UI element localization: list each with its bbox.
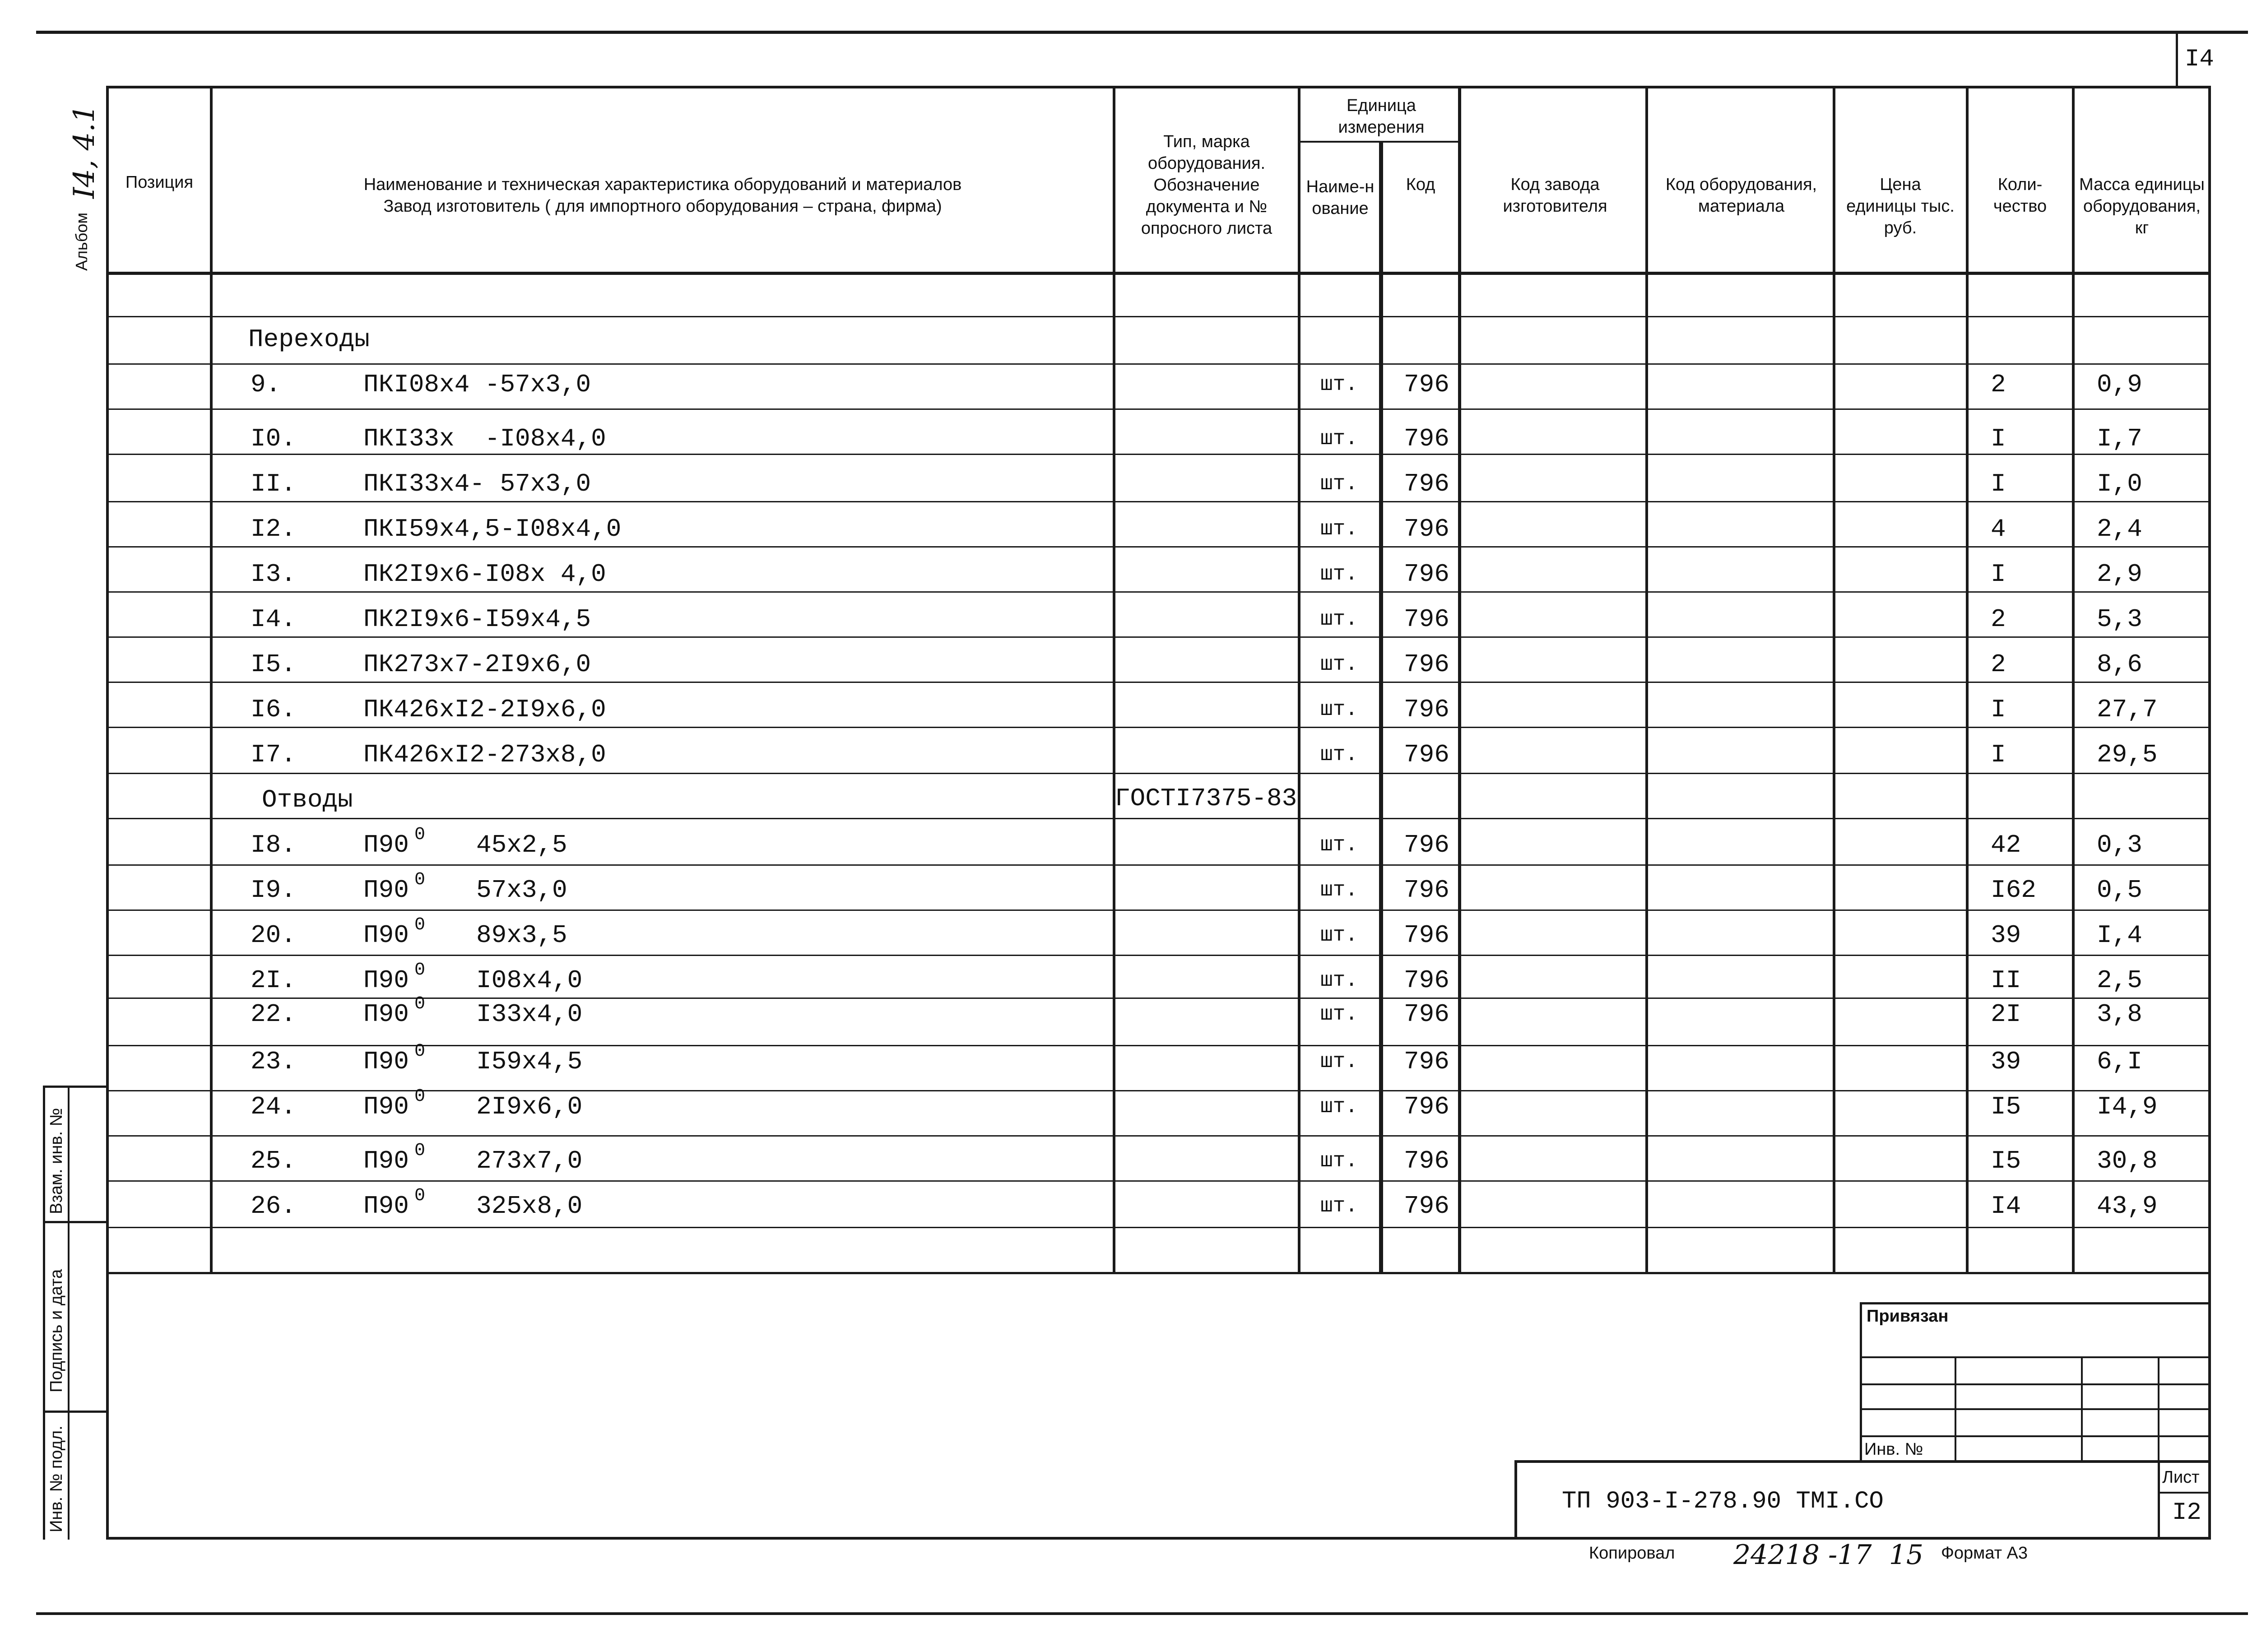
row-name: ПК273х7-2I9х6,0: [363, 650, 591, 679]
row-quantity: I5: [1991, 1146, 2021, 1175]
row-code: 796: [1404, 876, 1449, 905]
row-name: ПК2I9х6-I08х 4,0: [363, 560, 606, 589]
row-mass: I,7: [2097, 424, 2142, 453]
row-quantity: 39: [1991, 921, 2021, 950]
row-mass: 30,8: [2097, 1146, 2158, 1175]
album-number: I4, 4.1: [68, 104, 101, 199]
row-name: ПКI08х4 -57х3,0: [363, 370, 591, 399]
row-mass: 3,8: [2097, 1000, 2142, 1029]
copied-label: Копировал: [1589, 1544, 1675, 1563]
row-position: I4.: [251, 605, 296, 634]
frame-right: [2208, 86, 2211, 1539]
row-quantity: 2: [1991, 650, 2006, 679]
row-position: II.: [251, 469, 296, 498]
section-title: Переходы: [248, 325, 370, 354]
header-type-mark: Тип, марка оборудования. Обозначение документа и № опросного листа: [1141, 132, 1272, 238]
row-size: 325х8,0: [476, 1192, 583, 1220]
row-position: 24.: [251, 1092, 296, 1121]
row-line: [106, 773, 2211, 774]
row-name: ПКI33х4- 57х3,0: [363, 469, 591, 498]
row-size: I33х4,0: [476, 1000, 583, 1029]
row-position: I0.: [251, 424, 296, 453]
row-quantity: II: [1991, 966, 2021, 995]
row-mass: 0,9: [2097, 370, 2142, 399]
row-line: [106, 591, 2211, 593]
row-mass: 8,6: [2097, 650, 2142, 679]
row-mass: 29,5: [2097, 740, 2158, 769]
row-unit: шт.: [1320, 1149, 1358, 1173]
row-position: 2I.: [251, 966, 296, 995]
row-line: [106, 818, 2211, 819]
row-size: 2I9х6,0: [476, 1092, 583, 1121]
degree-superscript: 0: [414, 1041, 426, 1062]
row-size: 45х2,5: [476, 831, 567, 859]
row-quantity: I: [1991, 740, 2006, 769]
row-mass: 0,5: [2097, 876, 2142, 905]
degree-superscript: 0: [414, 1141, 426, 1161]
row-mass: I,0: [2097, 469, 2142, 498]
row-position: 25.: [251, 1146, 296, 1175]
section-doc: ГОСТI7375-83: [1115, 784, 1297, 813]
row-code: 796: [1404, 560, 1449, 589]
row-unit: шт.: [1320, 923, 1358, 947]
row-quantity: 39: [1991, 1047, 2021, 1076]
header-unit-group: Единица измерения: [1338, 96, 1425, 137]
row-position: I8.: [251, 831, 296, 859]
row-unit: шт.: [1320, 653, 1358, 676]
row-size: 89х3,5: [476, 921, 567, 950]
degree-superscript: 0: [414, 1086, 426, 1107]
sheet-label: Лист: [2162, 1468, 2200, 1487]
row-unit: шт.: [1320, 1194, 1358, 1218]
row-size: I08х4,0: [476, 966, 583, 995]
row-unit: шт.: [1320, 743, 1358, 766]
row-line: [106, 727, 2211, 728]
row-unit: шт.: [1320, 373, 1358, 396]
row-name: П90: [363, 1047, 409, 1076]
album-label: Альбом: [72, 212, 91, 271]
stamp-inv-orig: Инв. № подл.: [47, 1425, 66, 1532]
row-line: [106, 501, 2211, 502]
row-unit: шт.: [1320, 517, 1358, 541]
row-position: I9.: [251, 876, 296, 905]
row-code: 796: [1404, 740, 1449, 769]
row-name: П90: [363, 966, 409, 995]
row-code: 796: [1404, 966, 1449, 995]
row-mass: 6,I: [2097, 1047, 2142, 1076]
row-code: 796: [1404, 515, 1449, 543]
row-name: П90: [363, 1192, 409, 1220]
row-unit: шт.: [1320, 562, 1358, 586]
row-mass: 0,3: [2097, 831, 2142, 859]
row-code: 796: [1404, 1192, 1449, 1220]
row-mass: I4,9: [2097, 1092, 2158, 1121]
row-position: I5.: [251, 650, 296, 679]
row-quantity: 42: [1991, 831, 2021, 859]
row-code: 796: [1404, 469, 1449, 498]
row-mass: 27,7: [2097, 695, 2158, 724]
corner-sheet-number: I4: [2185, 46, 2214, 73]
header-unit-name: Наиме-нование: [1306, 177, 1375, 218]
row-code: 796: [1404, 1000, 1449, 1029]
row-unit: шт.: [1320, 472, 1358, 496]
row-mass: 43,9: [2097, 1192, 2158, 1220]
row-unit: шт.: [1320, 698, 1358, 721]
row-line: [106, 408, 2211, 410]
row-quantity: 2: [1991, 370, 2006, 399]
header-position: Позиция: [125, 173, 194, 192]
row-position: 22.: [251, 1000, 296, 1029]
row-code: 796: [1404, 424, 1449, 453]
row-line: [106, 1227, 2211, 1228]
row-mass: 5,3: [2097, 605, 2142, 634]
row-size: 57х3,0: [476, 876, 567, 905]
header-equipment-code: Код оборудования, материала: [1665, 175, 1817, 216]
header-name-line2: Завод изготовитель ( для импортного оборудования – страна, фирма): [383, 197, 942, 216]
stamp-replace-inv: Взам. инв. №: [47, 1108, 66, 1214]
row-name: П90: [363, 1092, 409, 1121]
row-code: 796: [1404, 370, 1449, 399]
row-code: 796: [1404, 1146, 1449, 1175]
row-unit: шт.: [1320, 1095, 1358, 1118]
row-mass: 2,9: [2097, 560, 2142, 589]
row-unit: шт.: [1320, 833, 1358, 857]
row-name: ПК426хI2-273х8,0: [363, 740, 606, 769]
row-mass: I,4: [2097, 921, 2142, 950]
row-position: 26.: [251, 1192, 296, 1220]
header-factory-code: Код завода изготовителя: [1503, 175, 1607, 216]
degree-superscript: 0: [414, 870, 426, 890]
row-unit: шт.: [1320, 1050, 1358, 1073]
row-quantity: I: [1991, 469, 2006, 498]
row-position: I2.: [251, 515, 296, 543]
row-quantity: I5: [1991, 1092, 2021, 1121]
row-position: 9.: [251, 370, 281, 399]
row-line: [106, 316, 2211, 317]
bound-label: Привязан: [1867, 1307, 1949, 1326]
section-title: Отводы: [262, 785, 353, 814]
degree-superscript: 0: [414, 994, 426, 1014]
degree-superscript: 0: [414, 915, 426, 935]
row-position: I7.: [251, 740, 296, 769]
row-name: П90: [363, 1000, 409, 1029]
row-code: 796: [1404, 650, 1449, 679]
handwritten-number: 24218 -17 15: [1733, 1539, 1924, 1571]
row-name: ПК2I9х6-I59х4,5: [363, 605, 591, 634]
row-quantity: 4: [1991, 515, 2006, 543]
top-border: [36, 31, 2248, 34]
row-quantity: I4: [1991, 1192, 2021, 1220]
sheet-number: I2: [2172, 1499, 2201, 1527]
row-position: 20.: [251, 921, 296, 950]
row-quantity: I: [1991, 560, 2006, 589]
stamp-sign-date: Подпись и дата: [47, 1269, 66, 1392]
degree-superscript: 0: [414, 1186, 426, 1206]
format-label: Формат А3: [1941, 1544, 2028, 1563]
row-unit: шт.: [1320, 608, 1358, 631]
header-price: Цена единицы тыс. руб.: [1846, 175, 1955, 237]
row-code: 796: [1404, 831, 1449, 859]
row-quantity: I: [1991, 695, 2006, 724]
row-quantity: I62: [1991, 876, 2036, 905]
table-bottom-line: [106, 1272, 2211, 1274]
row-code: 796: [1404, 921, 1449, 950]
table-top-line: [106, 86, 2211, 88]
degree-superscript: 0: [414, 825, 426, 845]
row-line: [106, 546, 2211, 548]
row-line: [106, 454, 2211, 455]
document-code: ТП 903-I-278.90 ТМI.СО: [1562, 1488, 1884, 1515]
header-mass: Масса единицы оборудования, кг: [2079, 175, 2205, 237]
row-size: 273х7,0: [476, 1146, 583, 1175]
row-name: П90: [363, 876, 409, 905]
row-name: П90: [363, 921, 409, 950]
frame-left: [106, 86, 109, 1539]
row-mass: 2,4: [2097, 515, 2142, 543]
row-name: П90: [363, 831, 409, 859]
inv-no-label: Инв. №: [1864, 1440, 1923, 1459]
row-code: 796: [1404, 605, 1449, 634]
row-unit: шт.: [1320, 878, 1358, 902]
row-mass: 2,5: [2097, 966, 2142, 995]
row-quantity: 2I: [1991, 1000, 2021, 1029]
row-name: ПКI59х4,5-I08х4,0: [363, 515, 622, 543]
row-code: 796: [1404, 1092, 1449, 1121]
row-line: [106, 363, 2211, 365]
header-unit-code: Код: [1406, 175, 1435, 194]
header-name-line1: Наименование и техническая характеристика оборудований и материалов: [363, 175, 962, 194]
bottom-border: [36, 1612, 2248, 1615]
row-quantity: 2: [1991, 605, 2006, 634]
row-line: [106, 636, 2211, 638]
row-position: I3.: [251, 560, 296, 589]
row-unit: шт.: [1320, 427, 1358, 450]
row-name: П90: [363, 1146, 409, 1175]
row-name: ПК426хI2-2I9х6,0: [363, 695, 606, 724]
header-quantity: Коли-чество: [1993, 175, 2047, 216]
row-size: I59х4,5: [476, 1047, 583, 1076]
row-code: 796: [1404, 695, 1449, 724]
degree-superscript: 0: [414, 960, 426, 980]
row-code: 796: [1404, 1047, 1449, 1076]
row-name: ПКI33х -I08х4,0: [363, 424, 606, 453]
row-unit: шт.: [1320, 1002, 1358, 1026]
row-position: I6.: [251, 695, 296, 724]
row-quantity: I: [1991, 424, 2006, 453]
row-unit: шт.: [1320, 969, 1358, 992]
row-position: 23.: [251, 1047, 296, 1076]
header-bottom-line: [106, 272, 2211, 275]
row-line: [106, 682, 2211, 683]
